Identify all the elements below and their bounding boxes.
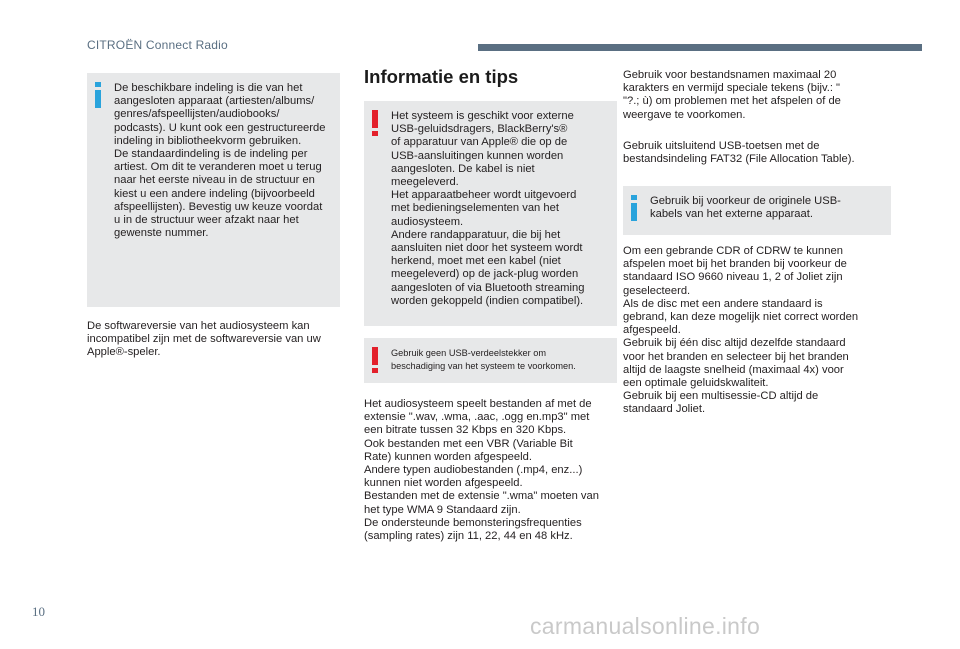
info-box-left-text: De beschikbare indeling is die van het aangesloten apparaat (artiesten/albums/ genres/afspeellijsten/audiobooks/ podcasts). U kunt ook een gestructureerde indeling in bibliotheekvorm gebruiken. De standaardindeling is de indeling per artiest. Om dit te veranderen moet u terug naar het eerste niveau in de structuur en kiest u een andere indeling (bijvoorbeeld afspeellijsten). Bevestig uw keuze voordat u in de structuur weer afzakt naar het gewenste nummer. <box>114 82 326 240</box>
warning-box-2-text: Gebruik geen USB-verdeelstekker om beschadiging van het systeem te voorkomen. <box>391 348 576 372</box>
left-paragraph: De softwareversie van het audiosysteem kan incompatibel zijn met de softwareversie van uw Apple®-speler. <box>87 320 321 359</box>
warning-icon <box>372 347 378 373</box>
info-icon <box>631 195 637 221</box>
right-paragraph-1: Gebruik voor bestandsnamen maximaal 20 karakters en vermijd speciale tekens (bijv.: " "?.; ù) om problemen met het afspelen of de weergave te voorkomen. <box>623 69 841 121</box>
info-icon <box>95 82 101 108</box>
warning-box-1-text: Het systeem is geschikt voor externe USB-geluidsdragers, BlackBerry's® of apparatuur van Apple® die op de USB-aansluitingen kunnen worden aangesloten. De kabel is niet meegeleverd. Het apparaatbeheer wordt uitgevoerd met bedieningselementen van het audiosysteem. Andere randapparatuur, die bij het aansluiten niet door het systeem wordt herkend, moet met een kabel (niet meegeleverd) op de jack-plug worden aangesloten of via Bluetooth streaming worden gekoppeld (indien compatibel). <box>391 110 585 307</box>
info-box-right <box>623 186 891 235</box>
right-paragraph-2: Gebruik uitsluitend USB-toetsen met de bestandsindeling FAT32 (File Allocation Table). <box>623 140 855 166</box>
header-title: CITROËN Connect Radio <box>87 38 228 52</box>
info-box-left <box>87 73 340 307</box>
warning-icon <box>372 110 378 136</box>
section-heading: Informatie en tips <box>364 66 519 87</box>
info-box-right-text: Gebruik bij voorkeur de originele USB- kabels van het externe apparaat. <box>650 195 841 221</box>
watermark: carmanualsonline.info <box>530 613 761 639</box>
page-number: 10 <box>32 604 45 619</box>
warning-box-2 <box>364 338 617 383</box>
header-bar <box>478 44 922 51</box>
middle-paragraph: Het audiosysteem speelt bestanden af met de extensie ".wav, .wma, .aac, .ogg en.mp3" met een bitrate tussen 32 Kbps en 320 Kbps. Ook bestanden met een VBR (Variable Bit Rate) kunnen worden afgespeeld. Andere typen audiobestanden (.mp4, enz...) kunnen niet worden afgespeeld. Bestanden met de extensie ".wma" moeten van het type WMA 9 Standaard zijn. De ondersteunde bemonsteringsfrequenties (sampling rates) zijn 11, 22, 44 en 48 kHz. <box>364 398 599 543</box>
warning-box-1 <box>364 101 617 326</box>
right-paragraph-3: Om een gebrande CDR of CDRW te kunnen afspelen moet bij het branden bij voorkeur de standaard ISO 9660 niveau 1, 2 of Joliet zijn geselecteerd. Als de disc met een andere standaard is gebrand, kan deze mogelijk niet correct worden afgespeeld. Gebruik bij één disc altijd dezelfde standaard voor het branden en selecteer bij het branden altijd de laagste snelheid (maximaal 4x) voor een optimale geluidskwaliteit. Gebruik bij een multisessie-CD altijd de standaard Joliet. <box>623 245 859 416</box>
